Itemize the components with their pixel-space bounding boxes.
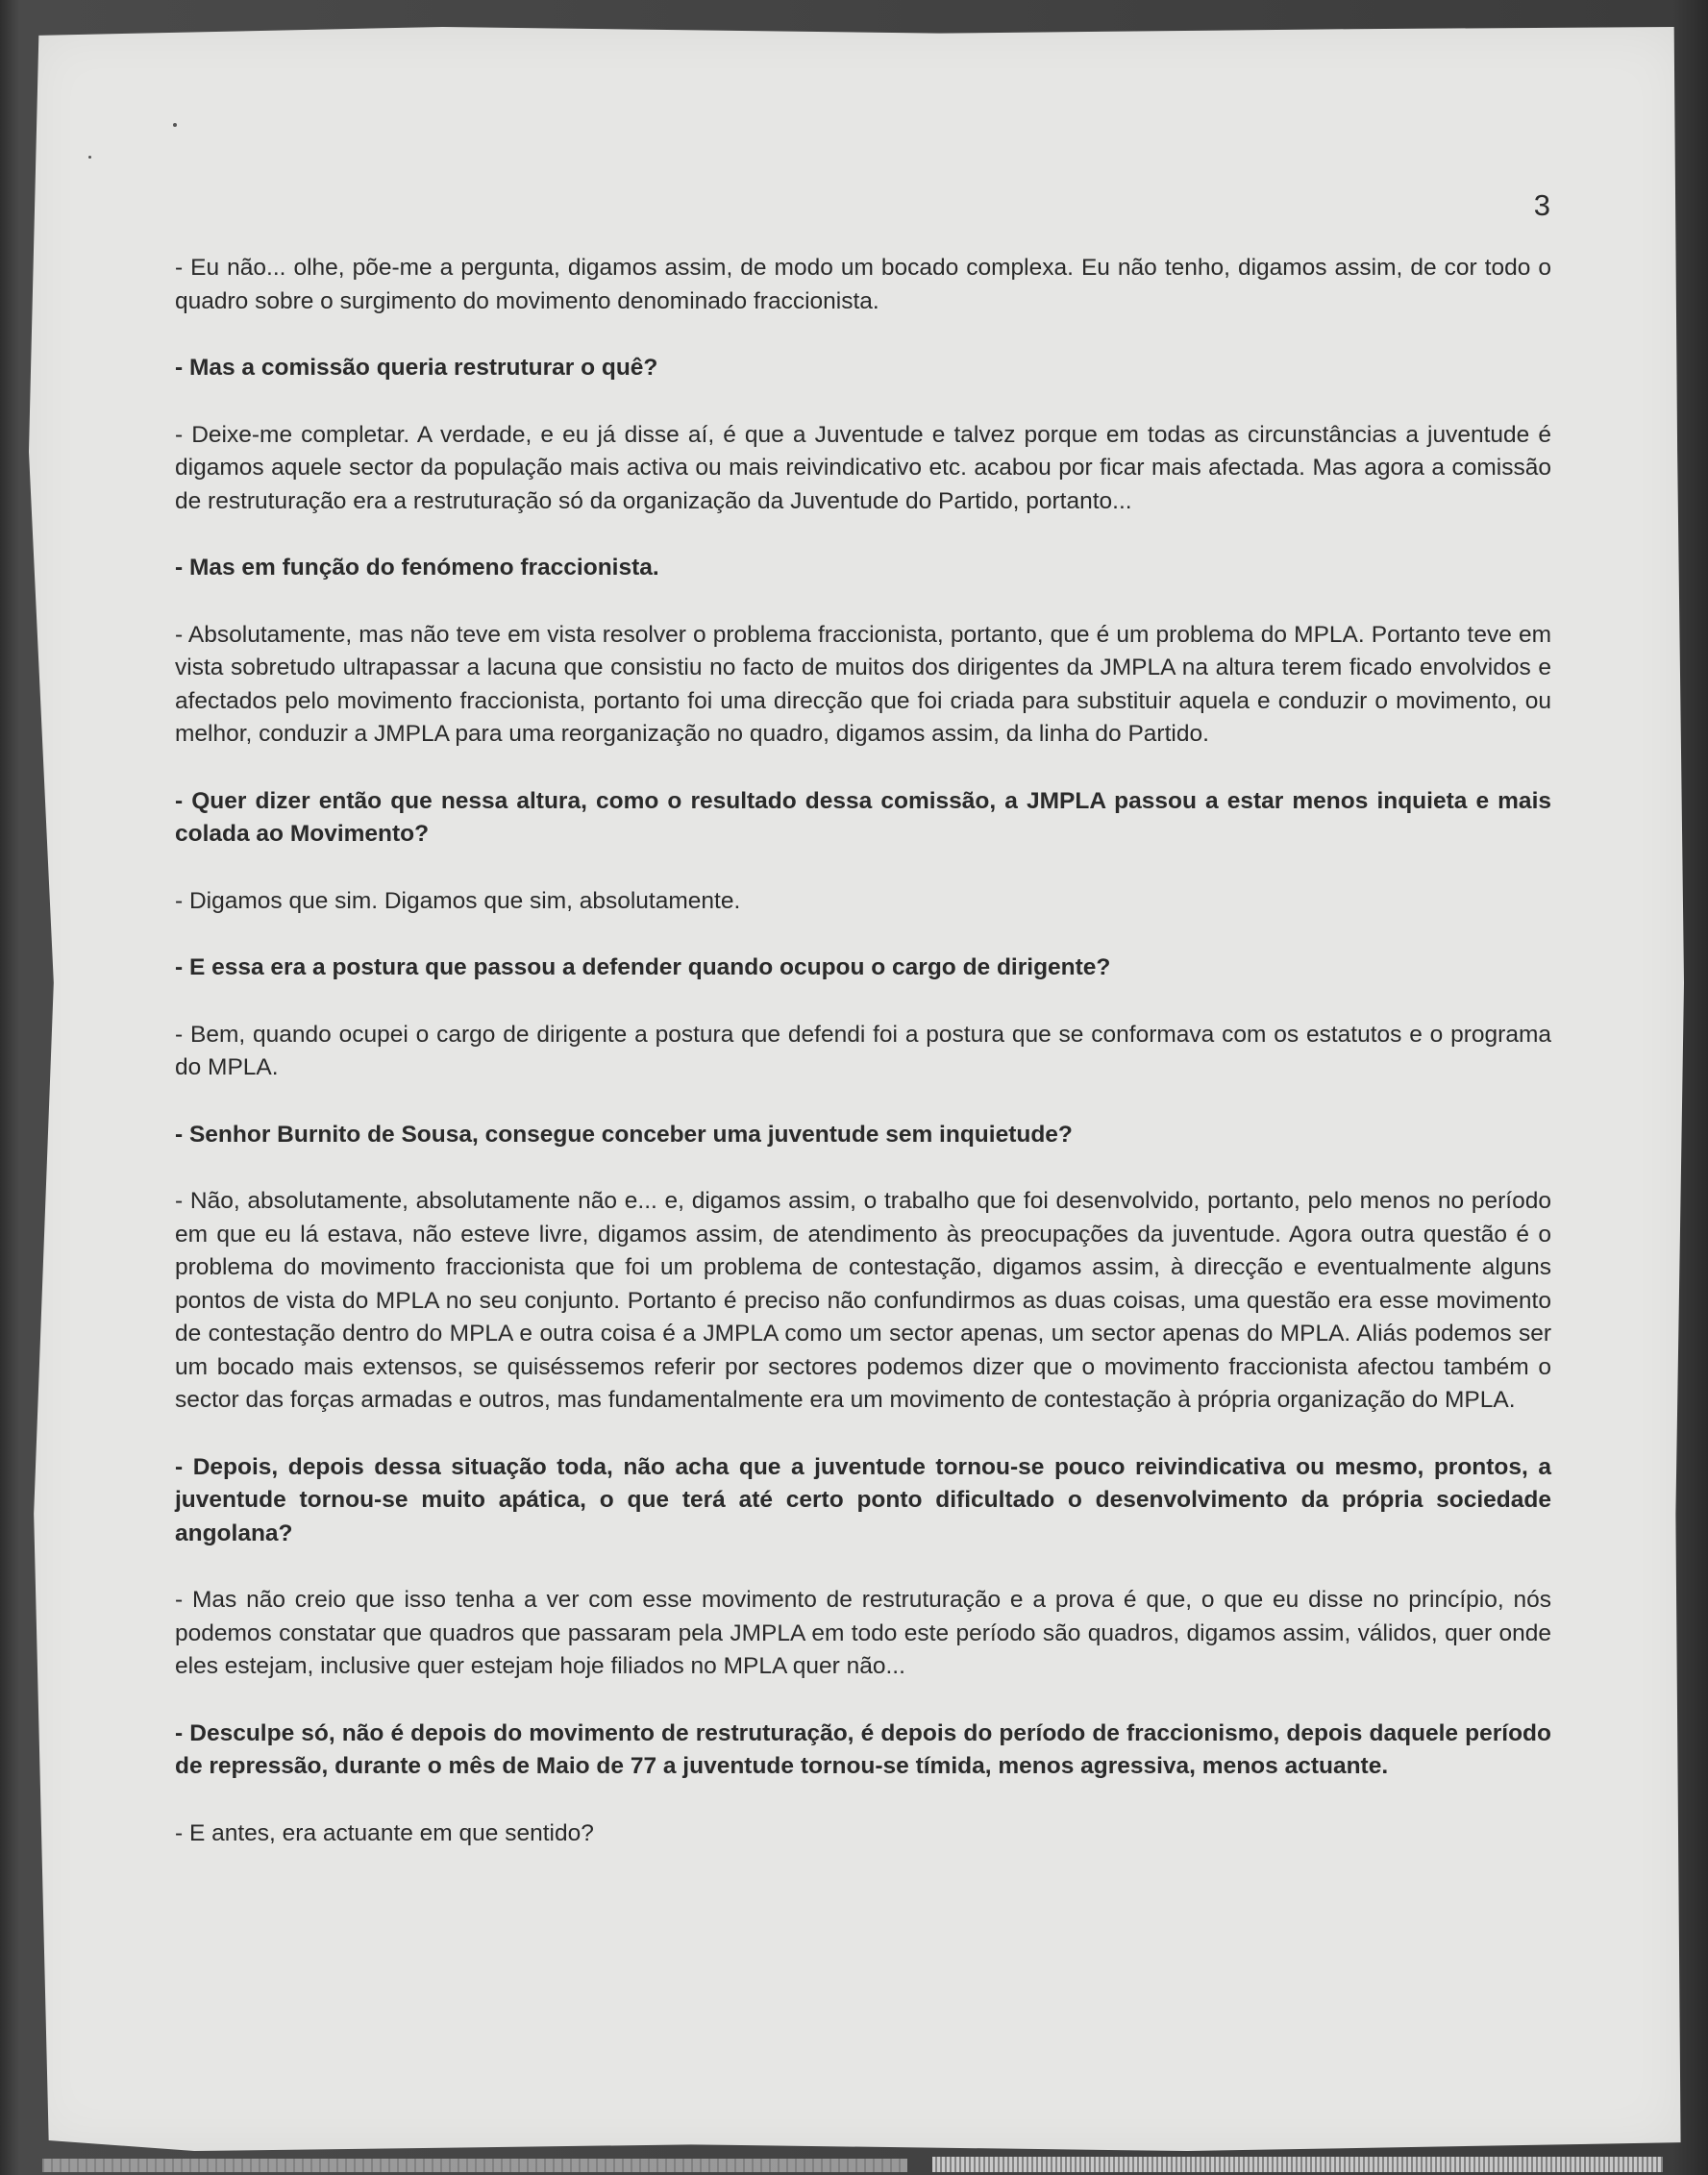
answer-paragraph: - Absolutamente, mas não teve em vista resolver o problema fraccionista, portanto, que é um problema do MPLA. Portanto teve em vista sobretudo ultrapassar a lacuna que consistiu no facto de muitos dos dirigentes da JMPLA na altura terem ficado envolvidos e afectados pelo movimento fraccionista, portanto foi uma direcção que foi criada para substituir aquela e conduzir o movimento, ou melhor, conduzir a JMPLA para uma reorganização no quadro, digamos assim, da linha do Partido. xyxy=(175,621,1551,747)
answer-paragraph: - Não, absolutamente, absolutamente não e... e, digamos assim, o trabalho que foi desenvolvido, portanto, pelo menos no período em que eu lá estava, não esteve livre, digamos assim, de atendimento às preocupações da juventude. Agora outra questão é o problema do movimento fraccionista que foi um problema de contestação, digamos assim, à direcção e eventualmente alguns pontos de vista do MPLA no seu conjunto. Portanto é preciso não confundirmos as duas coisas, uma questão era esse movimento de contestação dentro do MPLA e outra coisa é a JMPLA como um sector apenas, um sector apenas do MPLA. Aliás podemos ser um bocado mais extensos, se quiséssemos referir por sectores podemos dizer que o movimento fraccionista afectou também o sector das forças armadas e outros, mas fundamentalmente era um movimento de contestação à própria organização do MPLA. xyxy=(175,1188,1551,1413)
scan-calibration-strip xyxy=(42,2159,907,2172)
question-paragraph: - Mas a comissão queria restruturar o quê? xyxy=(175,355,658,381)
question-paragraph: - Mas em função do fenómeno fraccionista. xyxy=(175,555,659,581)
answer-paragraph: - E antes, era actuante em que sentido? xyxy=(175,1819,594,1846)
question-paragraph: - Senhor Burnito de Sousa, consegue conceber uma juventude sem inquietude? xyxy=(175,1121,1073,1148)
question-paragraph: - Quer dizer então que nessa altura, como o resultado dessa comissão, a JMPLA passou a estar menos inquieta e mais colada ao Movimento? xyxy=(175,787,1551,847)
answer-paragraph: - Mas não creio que isso tenha a ver com esse movimento de restruturação e a prova é que, o que eu disse no princípio, nós podemos constatar que quadros que passaram pela JMPLA em todo este período são quadros, digamos assim, válidos, quer onde eles estejam, inclusive quer estejam hoje filiados no MPLA quer não... xyxy=(175,1587,1551,1679)
question-paragraph: - E essa era a postura que passou a defender quando ocupou o cargo de dirigente? xyxy=(175,954,1111,980)
speck-mark xyxy=(173,123,177,127)
scan-ruler xyxy=(932,2157,1663,2172)
answer-paragraph: - Deixe-me completar. A verdade, e eu já disse aí, é que a Juventude e talvez porque em todas as circunstâncias a juventude é digamos aquele sector da população mais activa ou mais reivindicativo etc. acabou por ficar mais afectada. Mas agora a comissão de restruturação era a restruturação só da organização da Juventude do Partido, portanto... xyxy=(175,421,1551,514)
speck-mark xyxy=(88,156,91,159)
question-paragraph: - Depois, depois dessa situação toda, não acha que a juventude tornou-se pouco reivindicativa ou mesmo, prontos, a juventude tornou-se muito apática, o que terá até certo ponto dificultado o desenvolvimento da própria sociedade angolana? xyxy=(175,1453,1551,1546)
interview-transcript xyxy=(175,252,1551,1850)
question-paragraph: - Desculpe só, não é depois do movimento de restruturação, é depois do período de fraccionismo, depois daquele período de repressão, durante o mês de Maio de 77 a juventude tornou-se tímida, menos agressiva, menos actuante. xyxy=(175,1719,1551,1779)
answer-paragraph: - Eu não... olhe, põe-me a pergunta, digamos assim, de modo um bocado complexa. Eu não tenho, digamos assim, de cor todo o quadro sobre o surgimento do movimento denominado fraccionista. xyxy=(175,255,1551,314)
answer-paragraph: - Digamos que sim. Digamos que sim, absolutamente. xyxy=(175,887,741,914)
page-number: 3 xyxy=(1533,188,1550,222)
answer-paragraph: - Bem, quando ocupei o cargo de dirigente a postura que defendi foi a postura que se conformava com os estatutos e o programa do MPLA. xyxy=(175,1021,1551,1080)
